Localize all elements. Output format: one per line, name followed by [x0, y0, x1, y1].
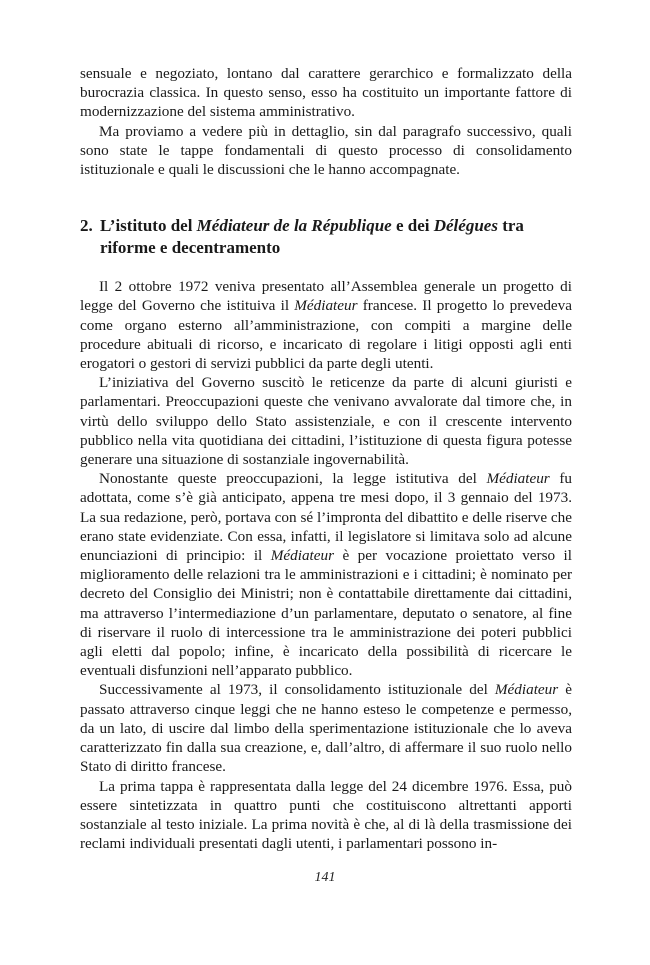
text-run: L’iniziativa del Governo suscitò le reticenze da parte di alcuni giuristi e parlamentari. Preoccupazioni queste che venivano avvalorate dal timore che, in virtù dello sviluppo dello Stato assistenziale, e con il crescente intervento pubblico nella vita quotidiana dei cittadini, l’istituzione di questa figura potesse generare una situazione di sostanziale ingovernabilità.: [80, 374, 572, 469]
page-content: [80, 64, 572, 853]
body-paragraph-5: [80, 777, 572, 854]
section-title-italic: Médiateur de la République: [196, 216, 392, 236]
text-run: Ma proviamo a vedere più in dettaglio, sin dal paragrafo successivo, quali sono state le tappe fondamentali di questo processo di consolidamento istituzionale e quali le discussioni che le hanno accompagnate.: [80, 122, 572, 179]
page-number: 141: [314, 870, 336, 885]
text-run: sensuale e negoziato, lontano dal carattere gerarchico e formalizzato della burocrazia classica. In questo senso, esso ha costituito un importante fattore di modernizzazione del sistema amministrativo.: [80, 65, 572, 121]
section-title-part: L’istituto del: [100, 216, 197, 236]
body-paragraph-1: [80, 277, 572, 373]
body-paragraph-4: [80, 680, 572, 776]
text-run-italic: Médiateur: [270, 547, 334, 565]
section-number: 2.: [80, 216, 93, 236]
text-run-italic: Médiateur: [494, 681, 559, 699]
section-title-part: e dei: [391, 216, 434, 236]
text-run-italic: Médiateur: [294, 297, 358, 315]
spacer: [80, 179, 572, 215]
text-run: francese. Il progetto lo prevedeva come organo esterno all’amministrazione, con compiti a margine delle procedure abituali di ricorso, e incaricato di regolare i litigi opposti agli enti erogatori o gestori di servizi pubblici da parte degli utenti.: [80, 297, 572, 373]
intro-paragraph-2: [80, 122, 572, 180]
section-heading: [80, 215, 572, 259]
text-run: Il 2 ottobre 1972 veniva presentato all’Assemblea generale un progetto di legge del Governo che istituiva il: [80, 278, 572, 315]
text-run-italic: Médiateur: [486, 470, 550, 488]
intro-paragraph-1: [80, 64, 572, 122]
section-title-italic: Délégues: [433, 216, 498, 236]
text-run: Successivamente al 1973, il consolidamento istituzionale del: [99, 681, 495, 699]
text-run: è passato attraverso cinque leggi che ne hanno esteso le competenze e permesso, da un lato, di uscire dal limbo della sperimentazione istituzionale che lo aveva caratterizzato fin dalla sua creazione, e, dall’altro, di affermare il suo ruolo nello Stato di diritto francese.: [80, 681, 572, 776]
section-title-part: tra riforme e decentramento: [100, 216, 524, 258]
text-run: Nonostante queste preoccupazioni, la legge istitutiva del: [99, 470, 487, 488]
text-run: è per vocazione proiettato verso il miglioramento delle relazioni tra le amministrazioni e i cittadini; è nominato per decreto del Consiglio dei Ministri; non è contattabile direttamente dai cittadini, ma attraverso l’intermediazione d’un parlamentare, deputato o senatore, al fine di riservare il ruolo di intercessione tra le amministrazione dei poteri pubblici agli eletti dal popolo; infine, è incaricato della possibilità di ricercare le eventuali disfunzioni nell’apparato pubblico.: [80, 547, 572, 680]
text-run: La prima tappa è rappresentata dalla legge del 24 dicembre 1976. Essa, può essere sintetizzata in quattro punti che costituiscono altrettanti apporti sostanziale al testo iniziale. La prima novità è che, al di là della trasmissione dei reclami individuali presentati dagli utenti, i parlamentari possono in-: [80, 777, 572, 853]
text-run: fu adottata, come s’è già anticipato, appena tre mesi dopo, il 3 gennaio del 1973. La sua redazione, però, portava con sé l’impronta del dibattito e delle riserve che erano state evidenziate. Con essa, infatti, il legislatore si limitava solo ad alcune enunciazioni di principio: il: [80, 470, 572, 565]
body-paragraph-3: [80, 469, 572, 680]
spacer: [80, 259, 572, 277]
body-paragraph-2: [80, 373, 572, 469]
